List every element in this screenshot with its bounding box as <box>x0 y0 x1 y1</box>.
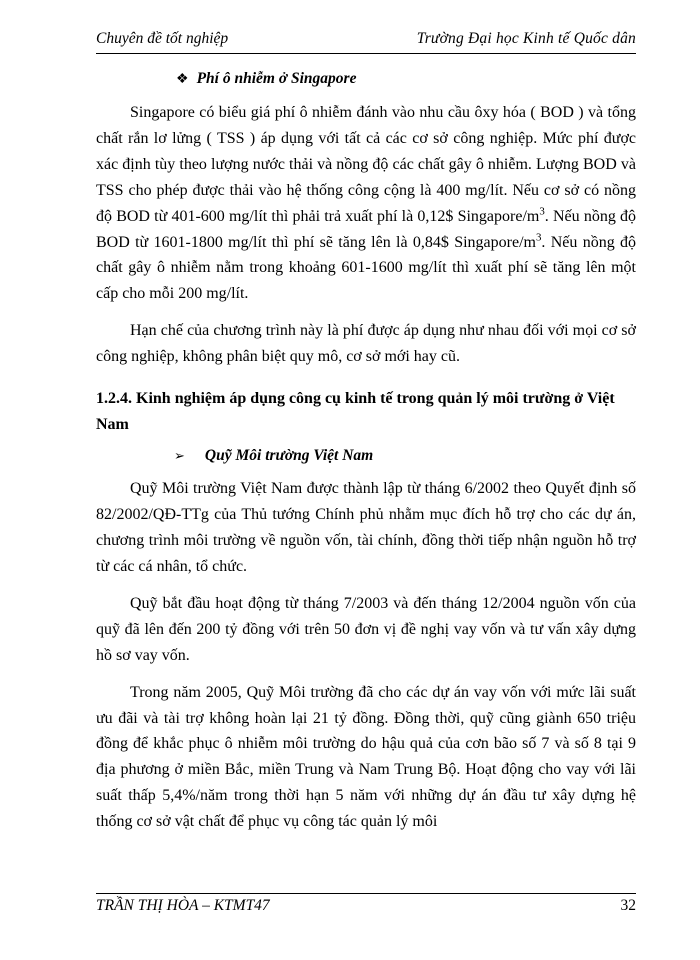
paragraph-part-1: Singapore có biểu giá phí ô nhiễm đánh vào nhu cầu ôxy hóa ( BOD ) và tổng chất rắn lơ lửng ( TSS ) áp dụng với tất cả các cơ sở công nghiệp. Mức phí được xác định tùy theo lượng nước thải và nồng độ các chất gây ô nhiễm. Lượng BOD và TSS cho phép được thải vào hệ thống công cộng là 400 mg/lít. Nếu cơ sở có nồng độ BOD từ 401-600 mg/lít thì phải trả xuất phí là 0,12$ Singapore/m <box>96 104 636 225</box>
page-number: 32 <box>620 897 636 914</box>
section-heading-1-2-4: 1.2.4. Kinh nghiệm áp dụng công cụ kinh tế trong quản lý môi trường ở Việt Nam <box>96 390 615 433</box>
sub-bullet-heading <box>96 447 636 465</box>
paragraph-fund-establishment: Quỹ Môi trường Việt Nam được thành lập từ tháng 6/2002 theo Quyết định số 82/2002/QĐ-TTg của Thủ tướng Chính phủ nhằm mục đích hỗ trợ cho các dự án, chương trình môi trường về nguồn vốn, tài chính, đồng thời tiếp nhận nguồn hỗ trợ từ các cá nhân, tổ chức. <box>96 480 636 575</box>
paragraph-singapore-fees <box>96 100 636 307</box>
paragraph-part-3: . Nếu nồng độ chất gây ô nhiễm nằm trong khoảng 601-1600 mg/lít thì xuất phí sẽ tăng lên một cấp cho mỗi 200 mg/lít. <box>96 233 636 303</box>
page-footer <box>96 893 636 915</box>
footer-divider <box>96 893 636 894</box>
arrow-bullet-icon: ➢ <box>174 448 185 464</box>
superscript-cubic-1: 3 <box>539 205 545 218</box>
paragraph-fund-2005: Trong năm 2005, Quỹ Môi trường đã cho các dự án vay vốn với mức lãi suất ưu đãi và tài trợ không hoàn lại 21 tỷ đồng. Đồng thời, quỹ cũng giành 650 triệu đồng để khắc phục ô nhiễm môi trường do hậu quả của cơn bão số 7 và số 8 tại 9 địa phương ở miền Bắc, miền Trung và Nam Trung Bộ. Hoạt động cho vay với lãi suất thấp 5,4%/năm trong thời hạn 5 năm với những dự án đầu tư xây dựng hệ thống cơ sở vật chất để phục vụ công tác quản lý môi <box>96 683 636 831</box>
bullet-heading <box>96 70 636 88</box>
footer-row <box>96 897 636 915</box>
paragraph-part-2: . Nếu nồng độ BOD từ 1601-1800 mg/lít thì phí sẽ tăng lên là 0,84$ Singapore/m <box>96 207 637 251</box>
header-left-text: Chuyên đề tốt nghiệp <box>96 30 229 47</box>
bullet-heading-label: Phí ô nhiễm ở Singapore <box>196 70 357 87</box>
paragraph-limitations: Hạn chế của chương trình này là phí được áp dụng như nhau đối với mọi cơ sở công nghiệp, không phân biệt quy mô, cơ sở mới hay cũ. <box>96 322 636 366</box>
page-header <box>96 30 636 52</box>
document-body <box>96 70 636 835</box>
paragraph-fund-operation: Quỹ bắt đầu hoạt động từ tháng 7/2003 và đến tháng 12/2004 nguồn vốn của quỹ đã lên đến 200 tỷ đồng với trên 50 đơn vị đề nghị vay vốn và tư vấn xây dựng hồ sơ vay vốn. <box>96 594 636 664</box>
header-divider <box>96 53 636 54</box>
diamond-bullet-icon: ❖ <box>176 72 189 87</box>
superscript-cubic-2: 3 <box>535 231 542 244</box>
footer-author-text: TRẦN THỊ HÒA – KTMT47 <box>96 897 270 914</box>
page-content <box>96 30 636 846</box>
header-right-text: Trường Đại học Kinh tế Quốc dân <box>416 30 636 47</box>
sub-bullet-heading-label: Quỹ Môi trường Việt Nam <box>204 447 374 465</box>
